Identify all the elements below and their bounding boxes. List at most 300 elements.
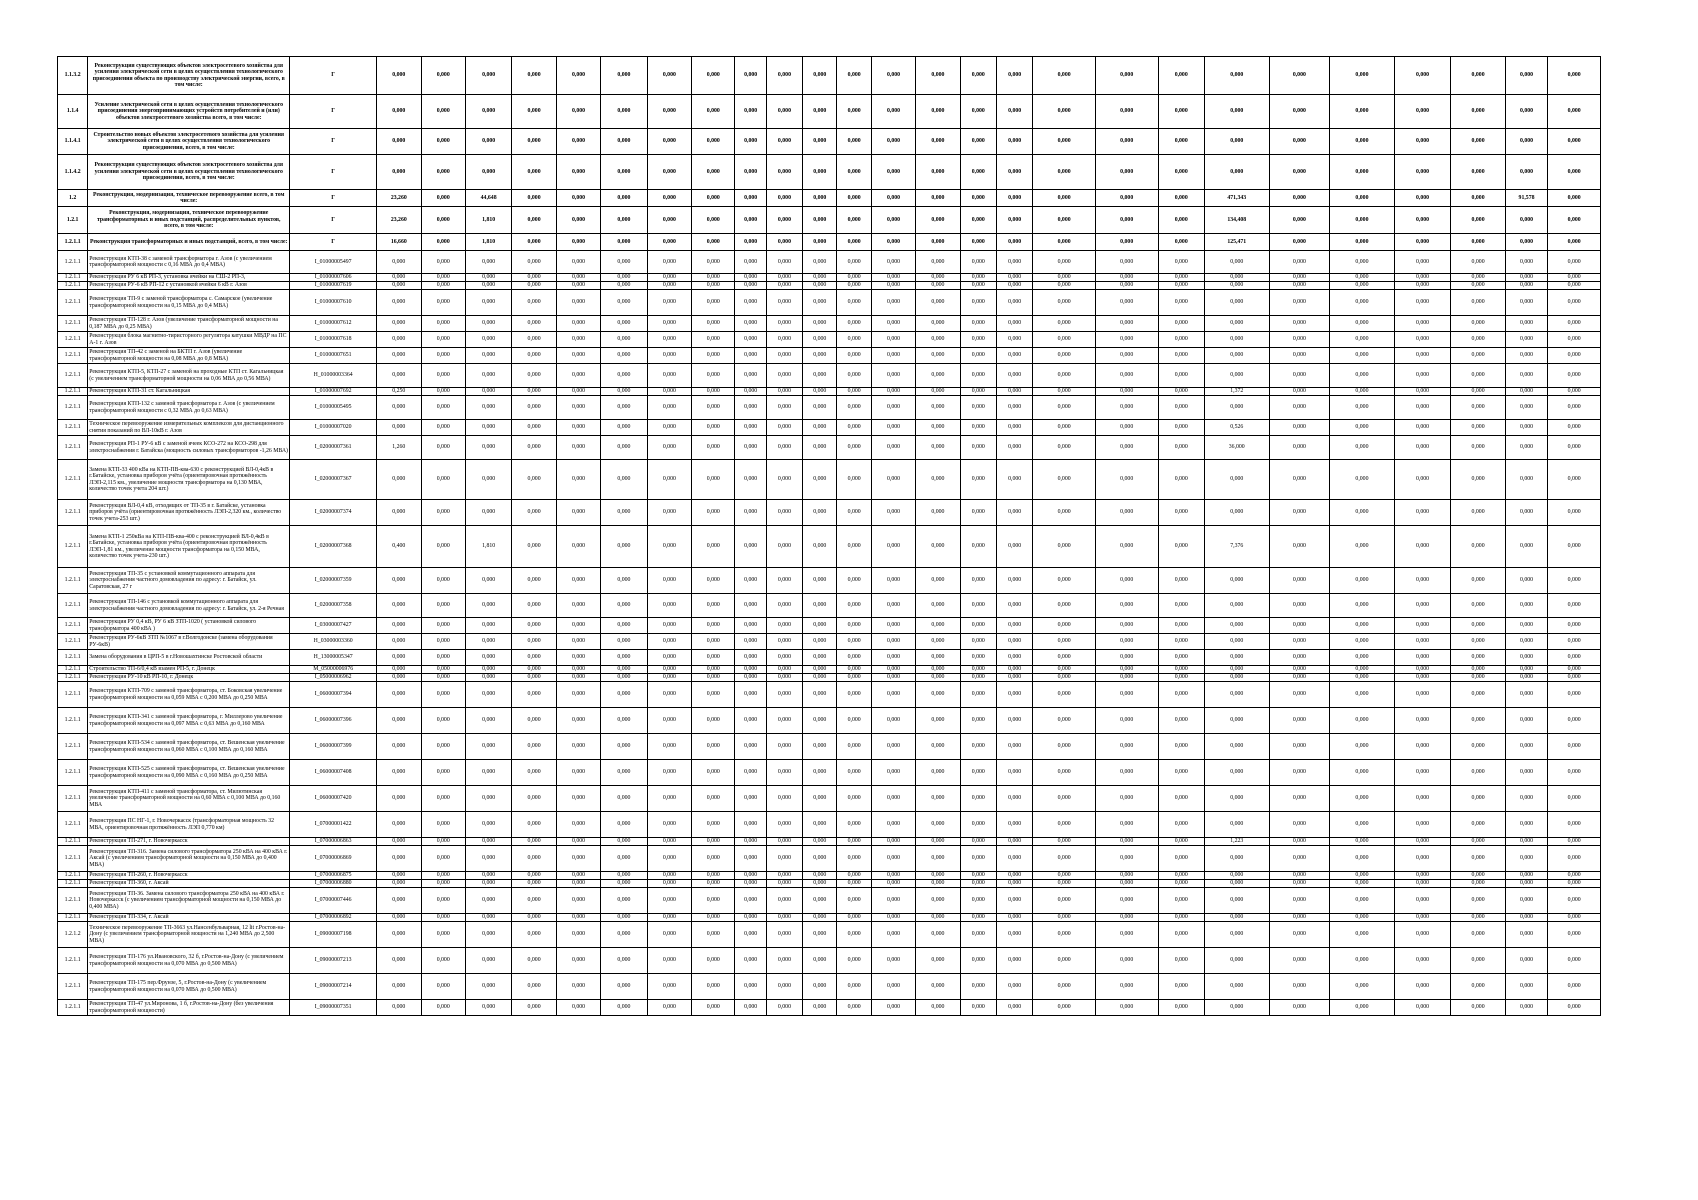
value-cell: 0,000 bbox=[960, 760, 996, 786]
value-cell: 0,000 bbox=[601, 914, 647, 922]
value-cell: 0,000 bbox=[1204, 95, 1269, 129]
row-number-cell: 1.2.1.1 bbox=[58, 838, 88, 846]
value-cell: 0,000 bbox=[735, 251, 766, 274]
value-cell: 0,000 bbox=[871, 348, 915, 364]
value-cell: 0,000 bbox=[1158, 880, 1204, 888]
value-cell: 0,000 bbox=[1505, 234, 1547, 251]
project-name-cell: Строительство ТП-6/0,4 кВ взамен РП-5, г. Донецк bbox=[88, 666, 290, 674]
value-cell: 0,000 bbox=[916, 674, 960, 682]
value-cell: 0,000 bbox=[916, 1000, 960, 1016]
value-cell: 0,000 bbox=[871, 332, 915, 348]
value-cell: 0,000 bbox=[377, 420, 421, 436]
value-cell: 0,000 bbox=[1269, 274, 1330, 282]
value-cell: 0,000 bbox=[960, 674, 996, 682]
value-cell: 0,000 bbox=[1505, 650, 1547, 666]
value-cell: 0,000 bbox=[692, 460, 735, 500]
value-cell: 0,000 bbox=[1158, 846, 1204, 872]
value-cell: 0,000 bbox=[960, 682, 996, 708]
value-cell: 0,000 bbox=[960, 708, 996, 734]
value-cell: 0,000 bbox=[512, 420, 556, 436]
value-cell: 0,000 bbox=[512, 674, 556, 682]
project-name-cell: Реконструкция, модернизация, техническое перевооружение трансформаторных и иных подстанций, распределительных пунктов, всего, в том числе: bbox=[88, 207, 290, 234]
value-cell: 0,000 bbox=[421, 234, 465, 251]
value-cell: 0,000 bbox=[421, 436, 465, 460]
value-cell: 0,000 bbox=[465, 420, 511, 436]
value-cell: 0,000 bbox=[1451, 650, 1506, 666]
value-cell: 0,000 bbox=[1394, 760, 1451, 786]
value-cell: 0,000 bbox=[871, 674, 915, 682]
value-cell: 0,000 bbox=[465, 57, 511, 95]
value-cell: 0,000 bbox=[1548, 274, 1601, 282]
value-cell: 0,000 bbox=[916, 734, 960, 760]
value-cell: 0,000 bbox=[837, 682, 871, 708]
value-cell: 0,000 bbox=[1505, 251, 1547, 274]
value-cell: 0,000 bbox=[377, 634, 421, 650]
value-cell: 0,000 bbox=[960, 251, 996, 274]
value-cell: 0,000 bbox=[766, 526, 802, 568]
value-cell: 0,000 bbox=[1095, 332, 1158, 348]
project-id-cell: I_09000007351 bbox=[290, 1000, 377, 1016]
value-cell: 0,000 bbox=[1204, 914, 1269, 922]
value-cell: 0,000 bbox=[692, 500, 735, 526]
value-cell: 0,000 bbox=[692, 888, 735, 914]
project-name-cell: Реконструкция КТП-132 с заменой трансформатора г. Азов (с увеличением трансформаторной мощности с 0,32 МВА до 0,63 МВА) bbox=[88, 396, 290, 420]
value-cell: 0,000 bbox=[692, 282, 735, 290]
value-cell: 0,000 bbox=[1330, 274, 1395, 282]
value-cell: 0,000 bbox=[465, 332, 511, 348]
value-cell: 0,000 bbox=[1095, 95, 1158, 129]
value-cell: 0,000 bbox=[1548, 282, 1601, 290]
value-cell: 0,000 bbox=[803, 948, 837, 974]
value-cell: 0,000 bbox=[647, 948, 691, 974]
value-cell: 0,400 bbox=[377, 526, 421, 568]
value-cell: 0,000 bbox=[1330, 95, 1395, 129]
value-cell: 0,000 bbox=[377, 57, 421, 95]
table-row bbox=[58, 155, 1601, 190]
value-cell: 0,000 bbox=[803, 846, 837, 872]
value-cell: 0,000 bbox=[996, 57, 1032, 95]
value-cell: 0,000 bbox=[735, 332, 766, 348]
value-cell: 0,000 bbox=[512, 460, 556, 500]
value-cell: 0,000 bbox=[465, 129, 511, 155]
value-cell: 0,000 bbox=[735, 282, 766, 290]
value-cell: 0,000 bbox=[601, 974, 647, 1000]
value-cell: 0,000 bbox=[996, 290, 1032, 316]
value-cell: 0,000 bbox=[803, 682, 837, 708]
value-cell: 0,000 bbox=[377, 129, 421, 155]
value-cell: 0,000 bbox=[1394, 846, 1451, 872]
value-cell: 0,000 bbox=[465, 618, 511, 634]
value-cell: 0,000 bbox=[735, 190, 766, 207]
project-name-cell: Реконструкция РП-1 РУ-6 кВ с заменой ячеек КСО-272 на КСО-298 для электроснабжения г. Батайска (мощность силовых трансформаторов -1,26 МВА) bbox=[88, 436, 290, 460]
value-cell: 0,000 bbox=[1095, 1000, 1158, 1016]
value-cell: 0,000 bbox=[1394, 57, 1451, 95]
value-cell: 0,000 bbox=[647, 526, 691, 568]
value-cell: 0,000 bbox=[1451, 1000, 1506, 1016]
value-cell: 0,000 bbox=[1269, 634, 1330, 650]
value-cell: 0,000 bbox=[1095, 734, 1158, 760]
value-cell: 0,000 bbox=[1033, 129, 1096, 155]
value-cell: 0,000 bbox=[465, 666, 511, 674]
value-cell: 0,000 bbox=[871, 888, 915, 914]
value-cell: 0,000 bbox=[421, 129, 465, 155]
value-cell: 0,000 bbox=[1394, 786, 1451, 812]
value-cell: 0,000 bbox=[996, 460, 1032, 500]
value-cell: 0,000 bbox=[871, 708, 915, 734]
value-cell: 0,000 bbox=[996, 872, 1032, 880]
value-cell: 0,000 bbox=[803, 734, 837, 760]
value-cell: 0,000 bbox=[735, 274, 766, 282]
value-cell: 0,000 bbox=[735, 880, 766, 888]
value-cell: 0,000 bbox=[512, 682, 556, 708]
value-cell: 0,000 bbox=[1548, 838, 1601, 846]
value-cell: 0,000 bbox=[1330, 526, 1395, 568]
value-cell: 0,000 bbox=[1095, 396, 1158, 420]
value-cell: 0,000 bbox=[421, 634, 465, 650]
value-cell: 0,000 bbox=[421, 872, 465, 880]
value-cell: 0,000 bbox=[421, 95, 465, 129]
value-cell: 0,000 bbox=[766, 786, 802, 812]
value-cell: 0,000 bbox=[1330, 650, 1395, 666]
value-cell: 0,000 bbox=[1204, 682, 1269, 708]
value-cell: 0,000 bbox=[601, 388, 647, 396]
value-cell: 0,000 bbox=[1158, 460, 1204, 500]
value-cell: 0,000 bbox=[1548, 594, 1601, 618]
value-cell: 0,000 bbox=[1158, 436, 1204, 460]
value-cell: 0,000 bbox=[1394, 290, 1451, 316]
value-cell: 0,000 bbox=[837, 846, 871, 872]
value-cell: 0,000 bbox=[512, 207, 556, 234]
value-cell: 0,000 bbox=[996, 922, 1032, 948]
table-row bbox=[58, 348, 1601, 364]
value-cell: 0,000 bbox=[960, 872, 996, 880]
project-name-cell: Техническое перевооружение измерительных комплексов для дистанционного снятия показаний по ВЛ-10кВ г. Азов bbox=[88, 420, 290, 436]
value-cell: 0,000 bbox=[1330, 332, 1395, 348]
value-cell: 0,000 bbox=[692, 251, 735, 274]
value-cell: 0,000 bbox=[556, 420, 600, 436]
project-name-cell: Реконструкция РУ-10 кВ РП-10, г. Донецк bbox=[88, 674, 290, 682]
value-cell: 0,000 bbox=[1269, 914, 1330, 922]
value-cell: 0,000 bbox=[1451, 274, 1506, 282]
value-cell: 0,000 bbox=[871, 666, 915, 674]
value-cell: 0,000 bbox=[556, 838, 600, 846]
value-cell: 0,000 bbox=[556, 129, 600, 155]
value-cell: 0,000 bbox=[1548, 207, 1601, 234]
value-cell: 0,000 bbox=[766, 1000, 802, 1016]
value-cell: 0,000 bbox=[960, 207, 996, 234]
value-cell: 0,000 bbox=[692, 594, 735, 618]
value-cell: 0,000 bbox=[692, 618, 735, 634]
value-cell: 0,000 bbox=[735, 396, 766, 420]
value-cell: 0,000 bbox=[512, 251, 556, 274]
value-cell: 0,000 bbox=[735, 57, 766, 95]
value-cell: 0,000 bbox=[1158, 526, 1204, 568]
value-cell: 0,000 bbox=[1095, 57, 1158, 95]
value-cell: 0,000 bbox=[421, 420, 465, 436]
value-cell: 0,000 bbox=[377, 888, 421, 914]
value-cell: 0,000 bbox=[692, 290, 735, 316]
project-name-cell: Реконструкция ТП-35 с установкой коммутационного аппарата для электроснабжения частного домовладения по адресу: г. Батайск, ул. Саратовская, 27 г bbox=[88, 568, 290, 594]
value-cell: 0,000 bbox=[647, 364, 691, 388]
value-cell: 0,000 bbox=[1451, 420, 1506, 436]
project-id-cell: M_05000006976 bbox=[290, 666, 377, 674]
project-name-cell: Строительство новых объектов электросетевого хозяйства для усиления электрической сети в целях осуществления технологического присоединения, всего, в том числе: bbox=[88, 129, 290, 155]
value-cell: 0,000 bbox=[556, 948, 600, 974]
row-number-cell: 1.2 bbox=[58, 190, 88, 207]
value-cell: 0,000 bbox=[692, 760, 735, 786]
value-cell: 0,000 bbox=[1330, 1000, 1395, 1016]
value-cell: 0,000 bbox=[766, 129, 802, 155]
value-cell: 16,660 bbox=[377, 234, 421, 251]
value-cell: 0,000 bbox=[465, 282, 511, 290]
value-cell: 0,000 bbox=[377, 786, 421, 812]
value-cell: 0,000 bbox=[465, 634, 511, 650]
value-cell: 0,000 bbox=[766, 914, 802, 922]
value-cell: 0,000 bbox=[377, 316, 421, 332]
value-cell: 0,000 bbox=[465, 734, 511, 760]
value-cell: 0,000 bbox=[1548, 95, 1601, 129]
value-cell: 0,000 bbox=[1330, 500, 1395, 526]
value-cell: 0,000 bbox=[1204, 568, 1269, 594]
value-cell: 0,000 bbox=[837, 1000, 871, 1016]
value-cell: 0,000 bbox=[465, 348, 511, 364]
project-name-cell: Реконструкция ТП-42 с заменой на БКТП г. Азов (увеличение трансформаторной мощности на 0,08 МВА до 0,8 МВА) bbox=[88, 348, 290, 364]
value-cell: 0,000 bbox=[1330, 948, 1395, 974]
value-cell: 0,000 bbox=[735, 348, 766, 364]
value-cell: 0,000 bbox=[735, 872, 766, 880]
value-cell: 0,000 bbox=[803, 500, 837, 526]
value-cell: 0,000 bbox=[556, 786, 600, 812]
value-cell: 0,000 bbox=[1033, 650, 1096, 666]
value-cell: 0,000 bbox=[1451, 682, 1506, 708]
project-id-cell: I_07000006869 bbox=[290, 846, 377, 872]
value-cell: 0,000 bbox=[1204, 282, 1269, 290]
row-number-cell: 1.1.4.1 bbox=[58, 129, 88, 155]
value-cell: 0,000 bbox=[1548, 234, 1601, 251]
project-name-cell: Реконструкция ТП-9 с заменой трансформатора с. Самарское (увеличение трансформаторной мощности на 0,15 МВА до 0,4 МВА) bbox=[88, 290, 290, 316]
value-cell: 0,000 bbox=[766, 420, 802, 436]
value-cell: 0,000 bbox=[837, 760, 871, 786]
value-cell: 0,000 bbox=[1330, 922, 1395, 948]
value-cell: 0,000 bbox=[556, 974, 600, 1000]
value-cell: 0,000 bbox=[837, 526, 871, 568]
value-cell: 0,000 bbox=[1269, 282, 1330, 290]
value-cell: 0,000 bbox=[512, 316, 556, 332]
value-cell: 0,000 bbox=[1269, 155, 1330, 190]
value-cell: 0,000 bbox=[647, 734, 691, 760]
project-id-cell: H_13000005347 bbox=[290, 650, 377, 666]
value-cell: 0,000 bbox=[1451, 948, 1506, 974]
row-number-cell: 1.1.4.2 bbox=[58, 155, 88, 190]
value-cell: 0,000 bbox=[735, 129, 766, 155]
value-cell: 0,000 bbox=[465, 290, 511, 316]
value-cell: 0,000 bbox=[465, 760, 511, 786]
value-cell: 0,000 bbox=[735, 974, 766, 1000]
value-cell: 0,000 bbox=[1095, 634, 1158, 650]
project-id-cell: I_01000007606 bbox=[290, 274, 377, 282]
value-cell: 0,000 bbox=[1204, 316, 1269, 332]
value-cell: 0,000 bbox=[1158, 95, 1204, 129]
value-cell: 0,000 bbox=[1451, 57, 1506, 95]
value-cell: 0,000 bbox=[465, 396, 511, 420]
value-cell: 0,000 bbox=[692, 568, 735, 594]
value-cell: 0,000 bbox=[1095, 760, 1158, 786]
value-cell: 0,000 bbox=[803, 666, 837, 674]
value-cell: 0,000 bbox=[692, 734, 735, 760]
value-cell: 0,000 bbox=[1451, 526, 1506, 568]
value-cell: 0,000 bbox=[837, 888, 871, 914]
value-cell: 0,000 bbox=[1548, 734, 1601, 760]
value-cell: 0,000 bbox=[960, 436, 996, 460]
value-cell: 0,000 bbox=[647, 436, 691, 460]
value-cell: 0,000 bbox=[1451, 234, 1506, 251]
value-cell: 0,000 bbox=[1269, 760, 1330, 786]
value-cell: 0,000 bbox=[421, 207, 465, 234]
value-cell: 0,000 bbox=[1451, 251, 1506, 274]
value-cell: 0,000 bbox=[735, 1000, 766, 1016]
value-cell: 0,000 bbox=[1394, 460, 1451, 500]
value-cell: 0,000 bbox=[1095, 282, 1158, 290]
project-name-cell: Реконструкция существующих объектов электросетевого хозяйства для усиления электрической сети в целях осуществления технологического присоединения объекта по производству электрической энергии, всего, в том числе: bbox=[88, 57, 290, 95]
value-cell: 0,000 bbox=[647, 316, 691, 332]
value-cell: 0,000 bbox=[1033, 888, 1096, 914]
value-cell: 0,000 bbox=[1548, 348, 1601, 364]
value-cell: 0,000 bbox=[1505, 618, 1547, 634]
value-cell: 0,000 bbox=[1394, 364, 1451, 388]
value-cell: 0,000 bbox=[916, 526, 960, 568]
value-cell: 0,000 bbox=[1095, 974, 1158, 1000]
value-cell: 0,000 bbox=[465, 708, 511, 734]
value-cell: 0,000 bbox=[871, 650, 915, 666]
value-cell: 0,000 bbox=[1158, 332, 1204, 348]
value-cell: 0,000 bbox=[735, 460, 766, 500]
value-cell: 0,000 bbox=[1095, 364, 1158, 388]
value-cell: 0,000 bbox=[1330, 708, 1395, 734]
value-cell: 0,000 bbox=[871, 974, 915, 1000]
value-cell: 0,000 bbox=[465, 364, 511, 388]
value-cell: 0,000 bbox=[766, 95, 802, 129]
value-cell: 0,000 bbox=[421, 274, 465, 282]
value-cell: 0,000 bbox=[871, 129, 915, 155]
value-cell: 0,000 bbox=[1451, 207, 1506, 234]
value-cell: 0,000 bbox=[1158, 674, 1204, 682]
row-number-cell: 1.2.1.1 bbox=[58, 500, 88, 526]
value-cell: 0,000 bbox=[1394, 332, 1451, 348]
row-number-cell: 1.2.1.1 bbox=[58, 760, 88, 786]
value-cell: 0,000 bbox=[1204, 290, 1269, 316]
value-cell: 0,000 bbox=[1158, 914, 1204, 922]
value-cell: 1,223 bbox=[1204, 838, 1269, 846]
value-cell: 0,000 bbox=[421, 846, 465, 872]
value-cell: 0,000 bbox=[960, 880, 996, 888]
value-cell: 0,000 bbox=[1204, 786, 1269, 812]
value-cell: 0,000 bbox=[1451, 838, 1506, 846]
value-cell: 0,000 bbox=[1033, 708, 1096, 734]
value-cell: 0,000 bbox=[465, 674, 511, 682]
project-name-cell: Реконструкция КТП-534 с заменой трансформатора, ст. Вешенская увеличение трансформаторной мощности на 0,060 МВА с 0,100 МВА до 0,160 МВА bbox=[88, 734, 290, 760]
value-cell: 0,000 bbox=[735, 786, 766, 812]
value-cell: 0,000 bbox=[803, 57, 837, 95]
value-cell: 0,000 bbox=[1394, 974, 1451, 1000]
value-cell: 0,000 bbox=[647, 682, 691, 708]
value-cell: 0,000 bbox=[421, 282, 465, 290]
value-cell: 0,000 bbox=[1505, 914, 1547, 922]
value-cell: 0,000 bbox=[465, 872, 511, 880]
value-cell: 0,000 bbox=[1505, 734, 1547, 760]
value-cell: 0,000 bbox=[601, 436, 647, 460]
value-cell: 0,000 bbox=[1204, 332, 1269, 348]
value-cell: 0,000 bbox=[465, 838, 511, 846]
row-number-cell: 1.2.1.1 bbox=[58, 734, 88, 760]
value-cell: 0,000 bbox=[766, 666, 802, 674]
value-cell: 0,000 bbox=[1451, 914, 1506, 922]
value-cell: 0,000 bbox=[1548, 500, 1601, 526]
value-cell: 0,000 bbox=[960, 388, 996, 396]
value-cell: 0,000 bbox=[766, 634, 802, 650]
value-cell: 0,000 bbox=[960, 332, 996, 348]
value-cell: 0,000 bbox=[647, 888, 691, 914]
value-cell: 0,000 bbox=[1330, 388, 1395, 396]
value-cell: 0,000 bbox=[1548, 436, 1601, 460]
value-cell: 0,000 bbox=[871, 95, 915, 129]
row-number-cell: 1.2.1.1 bbox=[58, 332, 88, 348]
value-cell: 0,000 bbox=[960, 922, 996, 948]
project-id-cell: I_02000007359 bbox=[290, 568, 377, 594]
value-cell: 0,000 bbox=[916, 316, 960, 332]
value-cell: 0,000 bbox=[1505, 1000, 1547, 1016]
value-cell: 0,000 bbox=[916, 682, 960, 708]
table-row bbox=[58, 364, 1601, 388]
value-cell: 0,000 bbox=[871, 420, 915, 436]
value-cell: 0,000 bbox=[1158, 786, 1204, 812]
value-cell: 0,000 bbox=[735, 846, 766, 872]
value-cell: 0,000 bbox=[1451, 846, 1506, 872]
value-cell: 0,000 bbox=[1451, 666, 1506, 674]
table-row bbox=[58, 190, 1601, 207]
value-cell: 0,000 bbox=[916, 155, 960, 190]
value-cell: 0,000 bbox=[960, 846, 996, 872]
value-cell: 0,000 bbox=[1548, 786, 1601, 812]
row-number-cell: 1.2.1.1 bbox=[58, 666, 88, 674]
value-cell: 0,000 bbox=[1394, 880, 1451, 888]
value-cell: 0,000 bbox=[996, 396, 1032, 420]
value-cell: 0,000 bbox=[1158, 57, 1204, 95]
value-cell: 0,000 bbox=[692, 388, 735, 396]
value-cell: 0,000 bbox=[1451, 568, 1506, 594]
project-id-cell: I_05000006962 bbox=[290, 674, 377, 682]
value-cell: 0,000 bbox=[1158, 888, 1204, 914]
value-cell: 0,000 bbox=[1330, 682, 1395, 708]
value-cell: 0,000 bbox=[512, 880, 556, 888]
value-cell: 0,000 bbox=[960, 460, 996, 500]
value-cell: 0,000 bbox=[916, 948, 960, 974]
value-cell: 0,000 bbox=[512, 760, 556, 786]
value-cell: 0,000 bbox=[1033, 568, 1096, 594]
value-cell: 0,000 bbox=[556, 888, 600, 914]
value-cell: 0,000 bbox=[837, 316, 871, 332]
row-number-cell: 1.2.1.1 bbox=[58, 618, 88, 634]
value-cell: 0,000 bbox=[421, 666, 465, 674]
row-number-cell: 1.2.1.1 bbox=[58, 396, 88, 420]
value-cell: 0,000 bbox=[601, 666, 647, 674]
value-cell: 0,000 bbox=[1394, 650, 1451, 666]
table-row bbox=[58, 708, 1601, 734]
value-cell: 0,000 bbox=[556, 922, 600, 948]
value-cell: 0,000 bbox=[1505, 332, 1547, 348]
value-cell: 0,000 bbox=[766, 364, 802, 388]
value-cell: 0,000 bbox=[1451, 388, 1506, 396]
value-cell: 0,000 bbox=[766, 568, 802, 594]
